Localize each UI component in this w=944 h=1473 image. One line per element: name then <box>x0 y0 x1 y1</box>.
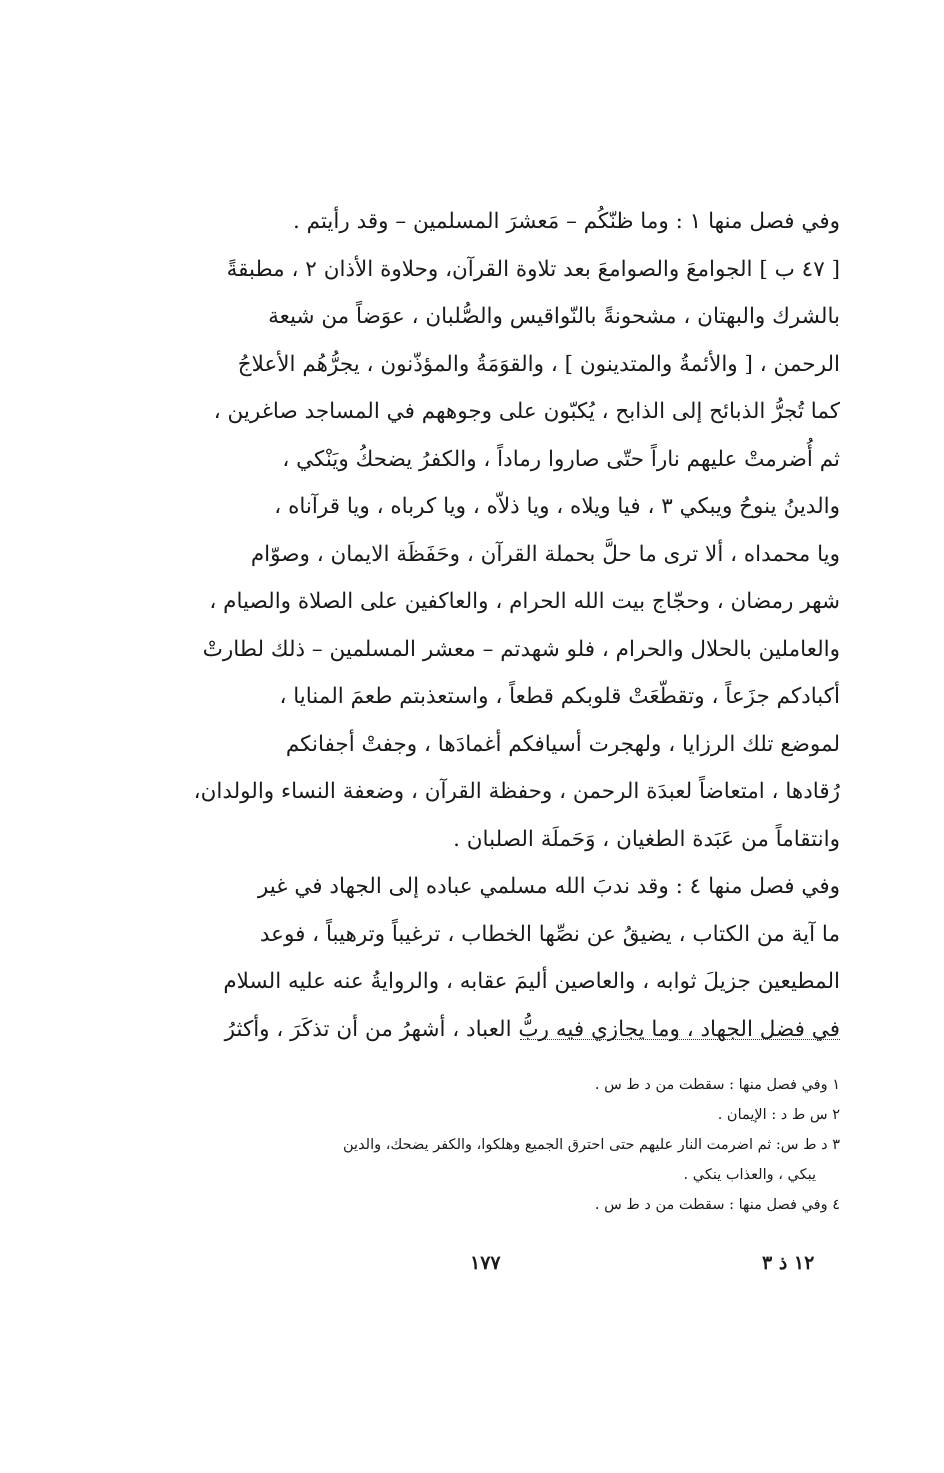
text-line: بالشرك والبهتان ، مشحونةً بالنّواقيس والصُّلبان ، عوَضاً من شيعة <box>268 304 840 329</box>
footnotes-block <box>104 1070 840 1220</box>
text-line: وفي فصل منها ١ : وما ظنّكُم – مَعشرَ المسلمين – وقد رأيتم . <box>292 209 840 234</box>
text-line: كما تُجرُّ الذبائح إلى الذابح ، يُكبّون على وجوههم في المساجد صاغرين ، <box>213 399 840 424</box>
text-line: ويا محمداه ، ألا ترى ما حلَّ بحملة القرآن ، وحَفَظَة الايمان ، وصوّام <box>250 541 840 567</box>
text-line: والعاملين بالحلال والحرام ، فلو شهدتم – معشر المسلمين – ذلك لطارتْ <box>202 636 840 662</box>
text-line: المطيعين جزيلَ ثوابه ، والعاصين أليمَ عقابه ، والروايةُ عنه عليه السلام <box>223 969 840 994</box>
signature-mark: ١٢ ذ ٣ <box>762 1252 815 1274</box>
text-line: ما آية من الكتاب ، يضيقُ عن نصِّها الخطاب ، ترغيباً وترهيباً ، فوعد <box>259 921 840 947</box>
text-line: [ ٤٧ ب ] الجوامعَ والصوامعَ بعد تلاوة القرآن، وحلاوة الأذان ٢ ، مطبقةً <box>226 256 840 282</box>
footnote-1: ١ وفي فصل منها : سقطت من د ط س . <box>594 1077 840 1093</box>
text-line: الرحمن ، [ والأئمةُ والمتدينون ] ، والقوَمَةُ والمؤذّنون ، يجرُّهُم الأعلاجُ <box>237 351 840 377</box>
text-line: في فضل الجهاد ، وما يجازي فيه ربُّ العباد ، أشهرُ من أن تذكَرَ ، وأكثرُ <box>224 1016 840 1042</box>
text-line: رُقادها ، امتعاضاً لعبدَة الرحمن ، وحفظة القرآن ، وضعفة النساء والولدان، <box>193 779 840 804</box>
page-number: ١٧٧ <box>470 1252 501 1274</box>
text-line: أكبادكم جزَعاً ، وتقطّعَتْ قلوبكم قطعاً ، واستعذبتم طعمَ المنايا ، <box>279 684 840 709</box>
text-line: وفي فصل منها ٤ : وقد ندبَ الله مسلمي عباده إلى الجهاد في غير <box>257 874 840 899</box>
footnote-3-continued: يبكي ، والعذاب ينكي . <box>683 1167 816 1183</box>
footnote-2: ٢ س ط د : الإيمان . <box>717 1107 840 1123</box>
text-line: وانتقاماً من عَبَدة الطغيان ، وَحَملَة الصلبان . <box>453 826 840 852</box>
text-line: شهر رمضان ، وحجّاج بيت الله الحرام ، والعاكفين على الصلاة والصيام ، <box>209 589 840 614</box>
text-line: لموضع تلك الرزايا ، ولهجرت أسيافكم أغمادَها ، وجفتْ أجفانكم <box>285 731 840 757</box>
text-line: ثم أُضرمتْ عليهم ناراً حتّى صاروا رماداً ، والكفرُ يضحكُ ويَنْكي ، <box>282 446 840 472</box>
text-line: والدينُ ينوحُ ويبكي ٣ ، فيا ويلاه ، ويا ذلاّه ، ويا كرباه ، ويا قرآناه ، <box>274 494 840 519</box>
footnote-divider <box>520 1039 840 1040</box>
footnote-3: ٣ د ط س: ثم اضرمت النار عليهم حتى احترق الجميع وهلكوا، والكفر يضحك، والدين <box>343 1137 840 1153</box>
main-text-block <box>104 198 840 1053</box>
footnote-4: ٤ وفي فصل منها : سقطت من د ط س . <box>594 1197 840 1213</box>
